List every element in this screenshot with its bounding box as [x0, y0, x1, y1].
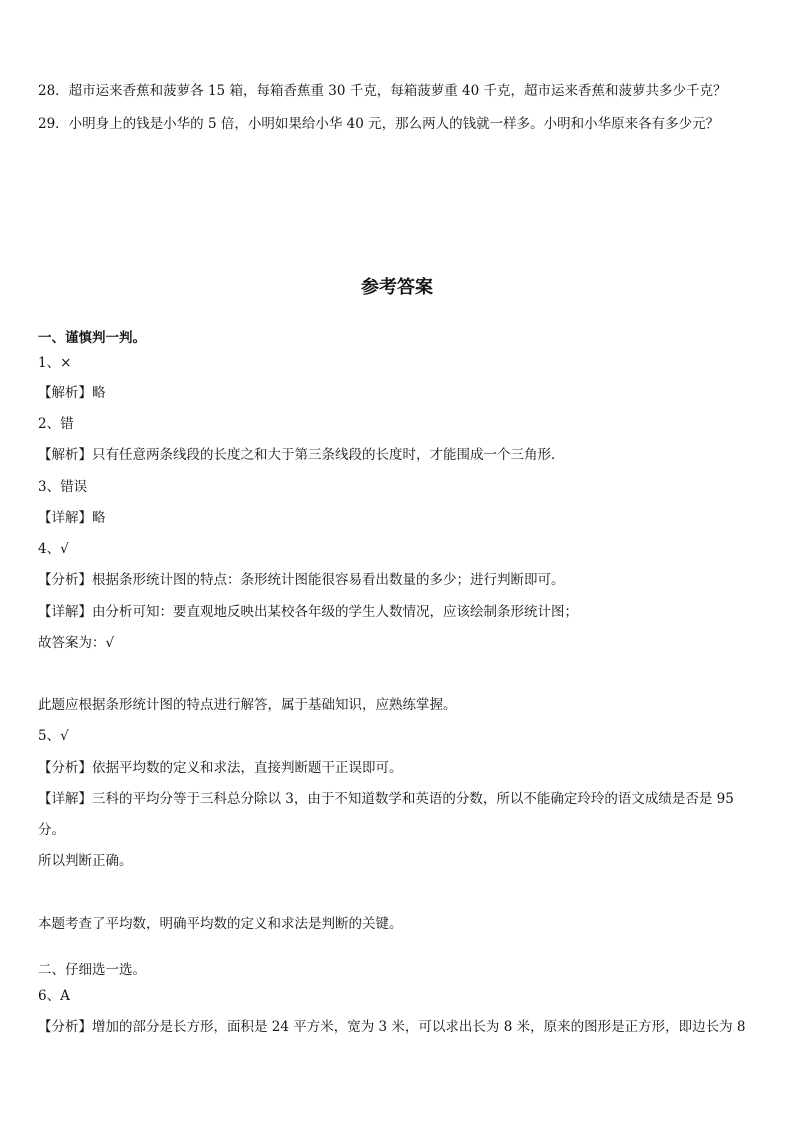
answer-5-detail-line-2: 分。	[38, 822, 65, 838]
section-2-heading: 二、仔细选一选。	[38, 962, 146, 978]
answer-2: 2、错	[38, 416, 74, 432]
answer-5-detail-line-1: 【详解】三科的平均分等于三科总分除以 3，由于不知道数学和英语的分数，所以不能确定玲玲的语文成绩是否是 95	[38, 791, 734, 807]
section-1-heading: 一、谨慎判一判。	[38, 330, 146, 346]
answer-4-conclusion: 故答案为：√	[38, 635, 115, 651]
answer-2-analysis: 【解析】只有任意两条线段的长度之和大于第三条线段的长度时，才能围成一个三角形．	[38, 447, 565, 463]
answer-4-note: 此题应根据条形统计图的特点进行解答，属于基础知识，应熟练掌握。	[38, 697, 457, 713]
question-28: 28．超市运来香蕉和菠萝各 15 箱，每箱香蕉重 30 千克，每箱菠萝重 40 千克，超市运来香蕉和菠萝共多少千克？	[38, 83, 727, 99]
question-29: 29．小明身上的钱是小华的 5 倍，小明如果给小华 40 元，那么两人的钱就一样多。小明和小华原来各有多少元？	[38, 116, 720, 132]
answer-5-analysis: 【分析】依据平均数的定义和求法，直接判断题干正误即可。	[38, 760, 403, 776]
answer-3-detail: 【详解】略	[38, 510, 106, 526]
answer-5-note: 本题考查了平均数，明确平均数的定义和求法是判断的关键。	[38, 916, 403, 932]
answer-4: 4、√	[38, 541, 69, 557]
answer-5: 5、√	[38, 728, 69, 744]
answer-key-title: 参考答案	[361, 277, 433, 298]
answer-5-conclusion: 所以判断正确。	[38, 853, 133, 869]
answer-3: 3、错误	[38, 479, 88, 495]
answer-6-analysis: 【分析】增加的部分是长方形，面积是 24 平方米，宽为 3 米，可以求出长为 8 米，原来的图形是正方形，即边长为 8	[38, 1019, 746, 1035]
answer-1: 1、×	[38, 355, 72, 371]
answer-1-analysis: 【解析】略	[38, 385, 106, 401]
answer-4-detail: 【详解】由分析可知：要直观地反映出某校各年级的学生人数情况，应该绘制条形统计图；	[38, 604, 578, 620]
answer-6: 6、A	[38, 988, 70, 1004]
answer-4-analysis: 【分析】根据条形统计图的特点：条形统计图能很容易看出数量的多少；进行判断即可。	[38, 572, 565, 588]
